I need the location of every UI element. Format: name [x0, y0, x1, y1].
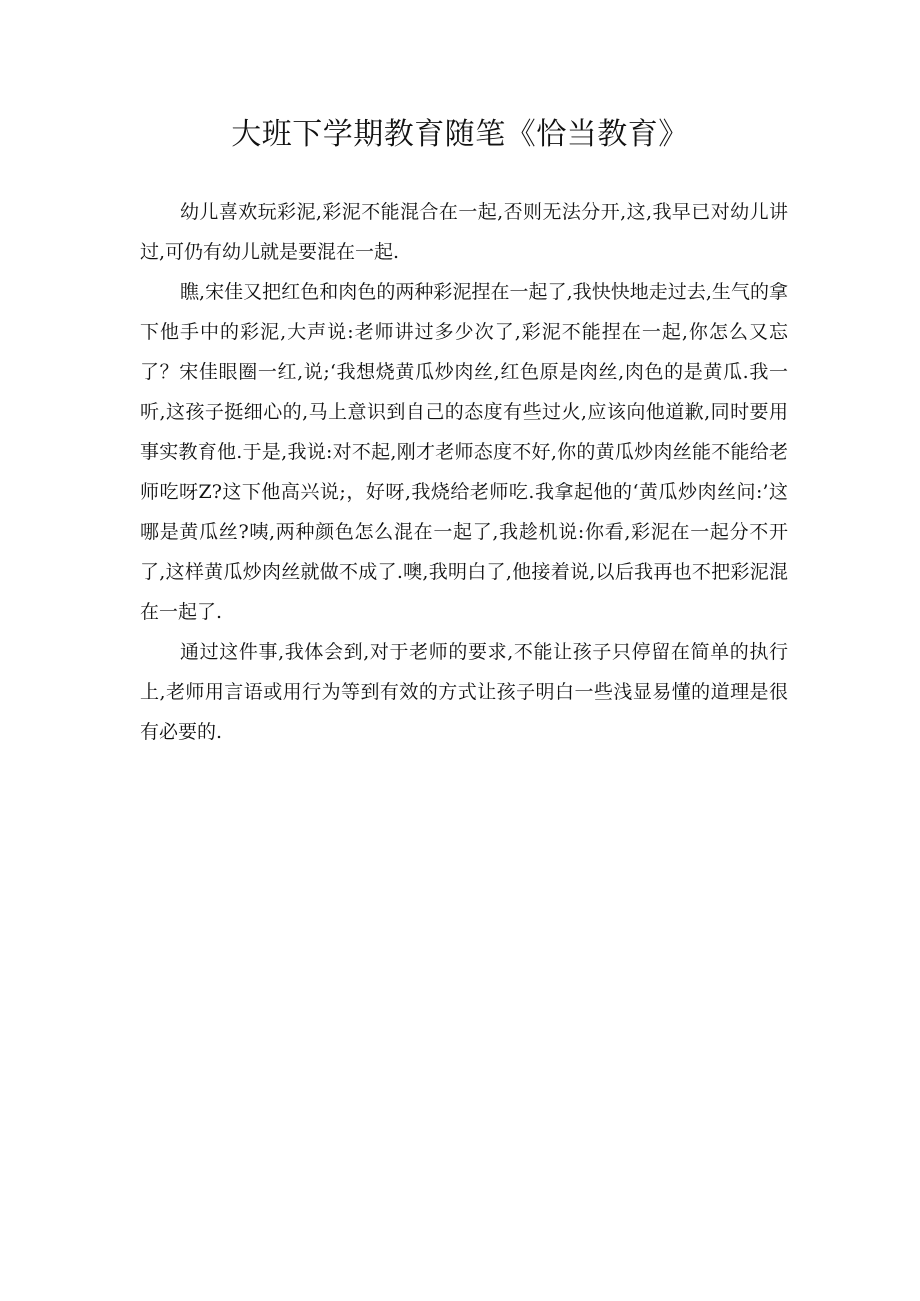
paragraph-2: 瞧,宋佳又把红色和肉色的两种彩泥捏在一起了,我快快地走过去,生气的拿下他手中的彩泥,大声说:老师讲过多少次了,彩泥不能捏在一起,你怎么又忘了？宋佳眼圈一红,说;‘我想烧黄瓜炒肉丝,红色原是肉丝,肉色的是黄瓜.我一听,这孩子挺细心的,马上意识到自己的态度有些过火,应该向他道歉,同时要用事实教育他.于是,我说:对不起,刚才老师态度不好,你的黄瓜炒肉丝能不能给老师吃呀Z?这下他高兴说;，好呀,我烧给老师吃.我拿起他的‘黄瓜炒肉丝问:’这哪是黄瓜丝?咦,两种颜色怎么混在一起了,我趁机说:你看,彩泥在一起分不开了,这样黄瓜炒肉丝就做不成了.噢,我明白了,他接着说,以后我再也不把彩泥混在一起了. [140, 281, 788, 623]
paragraph-3: 通过这件事,我体会到,对于老师的要求,不能让孩子只停留在简单的执行上,老师用言语或用行为等到有效的方式让孩子明白一些浅显易懂的道理是很有必要的. [140, 641, 788, 743]
document-title: 大班下学期教育随笔《恰当教育》 [231, 117, 689, 152]
document-body [140, 192, 788, 752]
paragraph-1: 幼儿喜欢玩彩泥,彩泥不能混合在一起,否则无法分开,这,我早已对幼儿讲过,可仍有幼儿就是要混在一起. [140, 201, 788, 263]
